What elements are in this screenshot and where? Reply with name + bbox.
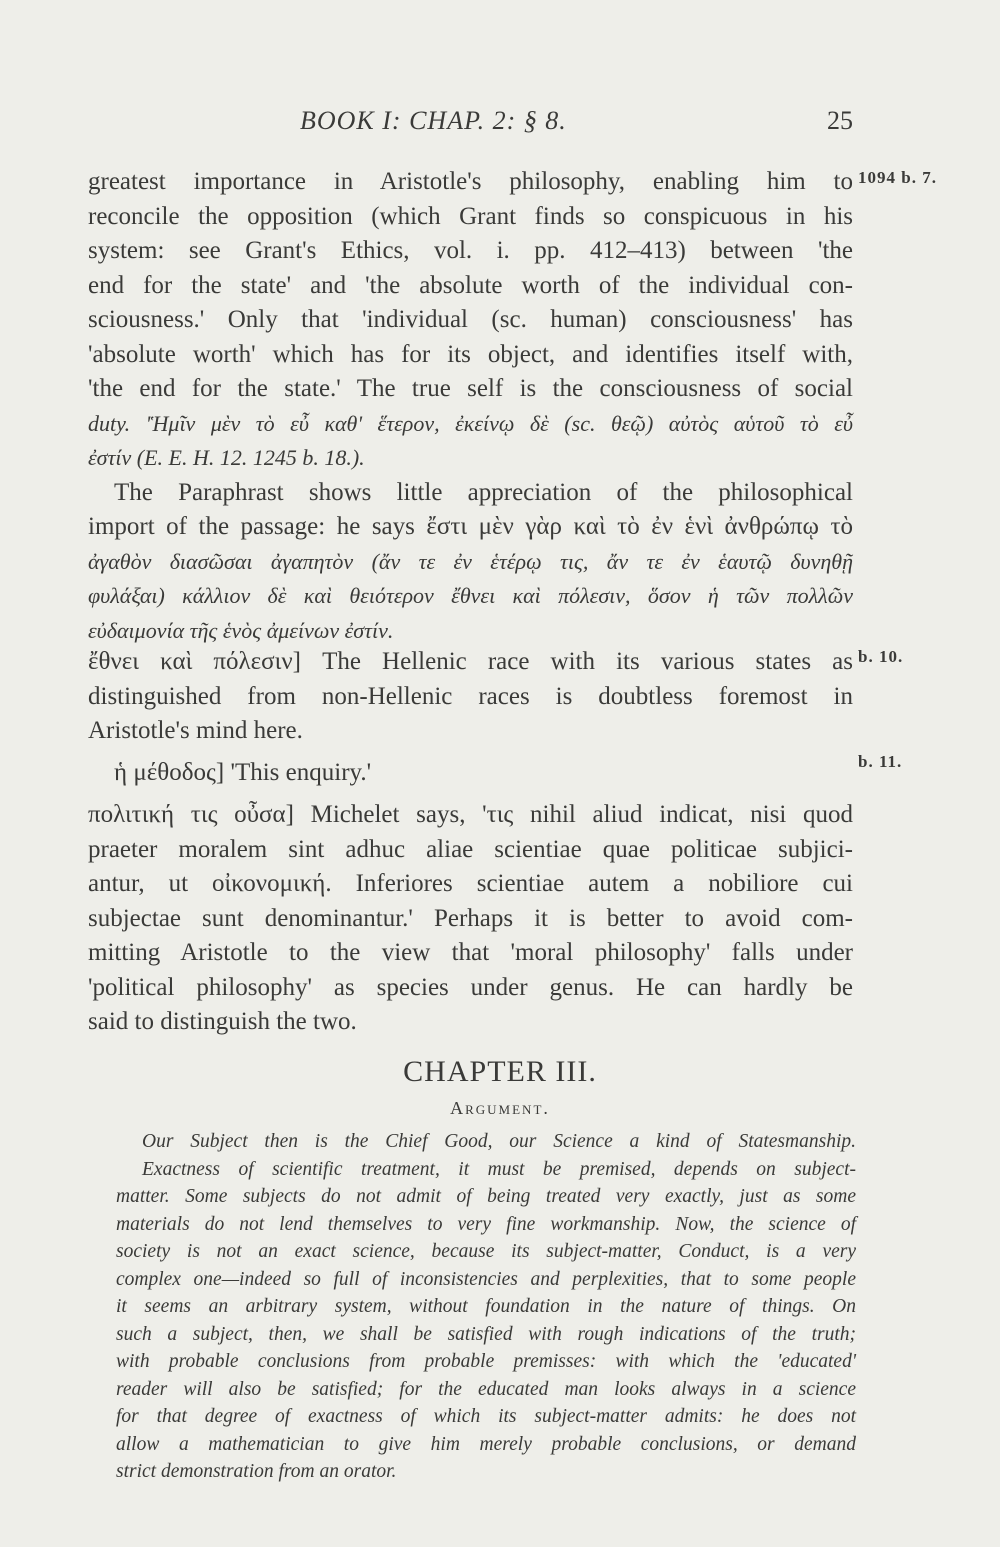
body-line: 'political philosophy' as species under genus. He can hardly be xyxy=(88,973,853,1001)
argument-line: it seems an arbitrary system, without foundation in the nature of things. On xyxy=(116,1296,856,1317)
body-line: reconcile the opposition (which Grant finds so conspicuous in his xyxy=(88,202,853,230)
margin-reference: 1094 b. 7. xyxy=(858,168,937,187)
argument-line: Exactness of scientific treatment, it must be premised, depends on subject- xyxy=(142,1158,856,1180)
page-header xyxy=(88,106,853,146)
argument-line: complex one—indeed so full of inconsistencies and perplexities, that to some people xyxy=(116,1268,856,1290)
body-line: greatest importance in Aristotle's philosophy, enabling him to xyxy=(88,168,853,195)
note-politike xyxy=(88,798,853,1040)
margin-reference: b. 10. xyxy=(858,647,904,666)
argument-line: allow a mathematician to give him merely probable conclusions, or demand xyxy=(116,1433,856,1455)
note-ethnei xyxy=(88,645,853,749)
body-line: antur, ut οἰκονομική. Inferiores scientiae autem a nobiliore cui xyxy=(88,870,853,897)
body-line: ἐστίν (E. E. H. 12. 1245 b. 18.). xyxy=(88,445,365,470)
body-line: εὐδαιμονία τῆς ἑνὸς ἀμείνων ἐστίν. xyxy=(88,617,394,643)
body-line: φυλάξαι) κάλλιον δὲ καὶ θειότερον ἔθνει καὶ πόλεσιν, ὅσον ἡ τῶν πολλῶν xyxy=(88,583,853,608)
chapter-title: CHAPTER III. xyxy=(403,1055,597,1088)
body-line: said to distinguish the two. xyxy=(88,1008,357,1035)
note-methodos xyxy=(88,756,853,791)
body-line: import of the passage: he says ἔστι μὲν γὰρ καὶ τὸ ἐν ἑνὶ ἀνθρώπῳ τὸ xyxy=(88,513,853,540)
body-line: 'the end for the state.' The true self is the consciousness of social xyxy=(88,375,853,402)
body-line: duty. 'Ἡμῖν μὲν τὸ εὖ καθ' ἕτερον, ἐκείνῳ δὲ (sc. θεῷ) αὐτὸς αὑτοῦ τὸ εὖ xyxy=(88,410,853,436)
argument-line: with probable conclusions from probable premisses: with which the 'educated' xyxy=(116,1351,856,1372)
body-line: system: see Grant's Ethics, vol. i. pp. 412–413) between 'the xyxy=(88,237,853,264)
body-line: ἡ μέθοδος] 'This enquiry.' xyxy=(114,759,372,786)
body-line: The Paraphrast shows little appreciation of the philosophical xyxy=(114,478,853,506)
argument-text xyxy=(116,1128,856,1486)
body-line: ἀγαθὸν διασῶσαι ἀγαπητὸν (ἄν τε ἐν ἑτέρῳ τις, ἄν τε ἐν ἑαυτῷ δυνηθῇ xyxy=(88,548,853,574)
running-head: BOOK I: CHAP. 2: § 8. xyxy=(300,106,567,135)
body-line: 'absolute worth' which has for its object, and identifies itself with, xyxy=(88,340,853,368)
margin-reference: b. 11. xyxy=(858,752,903,771)
page-number: 25 xyxy=(827,106,853,135)
argument-line: strict demonstration from an orator. xyxy=(116,1461,397,1482)
body-line: end for the state' and 'the absolute worth of the individual con- xyxy=(88,271,853,299)
body-line: sciousness.' Only that 'individual (sc. human) consciousness' has xyxy=(88,306,853,333)
body-line: πολιτική τις οὖσα] Michelet says, 'τις nihil aliud indicat, nisi quod xyxy=(88,801,853,828)
argument-heading: Argument. xyxy=(450,1098,550,1118)
argument-line: such a subject, then, we shall be satisfied with rough indications of the truth; xyxy=(116,1323,856,1345)
argument-line: for that degree of exactness of which its subject-matter admits: he does not xyxy=(116,1406,856,1427)
body-line: ἔθνει καὶ πόλεσιν] The Hellenic race with its various states as xyxy=(88,648,853,675)
argument-line: reader will also be satisfied; for the educated man looks always in a science xyxy=(116,1378,856,1400)
argument-line: materials do not lend themselves to very fine workmanship. Now, the science of xyxy=(116,1213,856,1235)
body-line: distinguished from non-Hellenic races is doubtless foremost in xyxy=(88,682,853,710)
body-line: subjectae sunt denominantur.' Perhaps it is better to avoid com- xyxy=(88,904,853,932)
argument-line: Our Subject then is the Chief Good, our Science a kind of Statesmanship. xyxy=(142,1131,856,1152)
commentary-body xyxy=(88,165,853,648)
body-line: praeter moralem sint adhuc aliae scientiae quae politicae subjici- xyxy=(88,835,853,863)
argument-line: society is not an exact science, because its subject-matter, Conduct, is a very xyxy=(116,1241,856,1262)
body-line: mitting Aristotle to the view that 'moral philosophy' falls under xyxy=(88,939,853,966)
body-line: Aristotle's mind here. xyxy=(88,717,303,744)
argument-line: matter. Some subjects do not admit of being treated very exactly, just as some xyxy=(116,1186,856,1207)
